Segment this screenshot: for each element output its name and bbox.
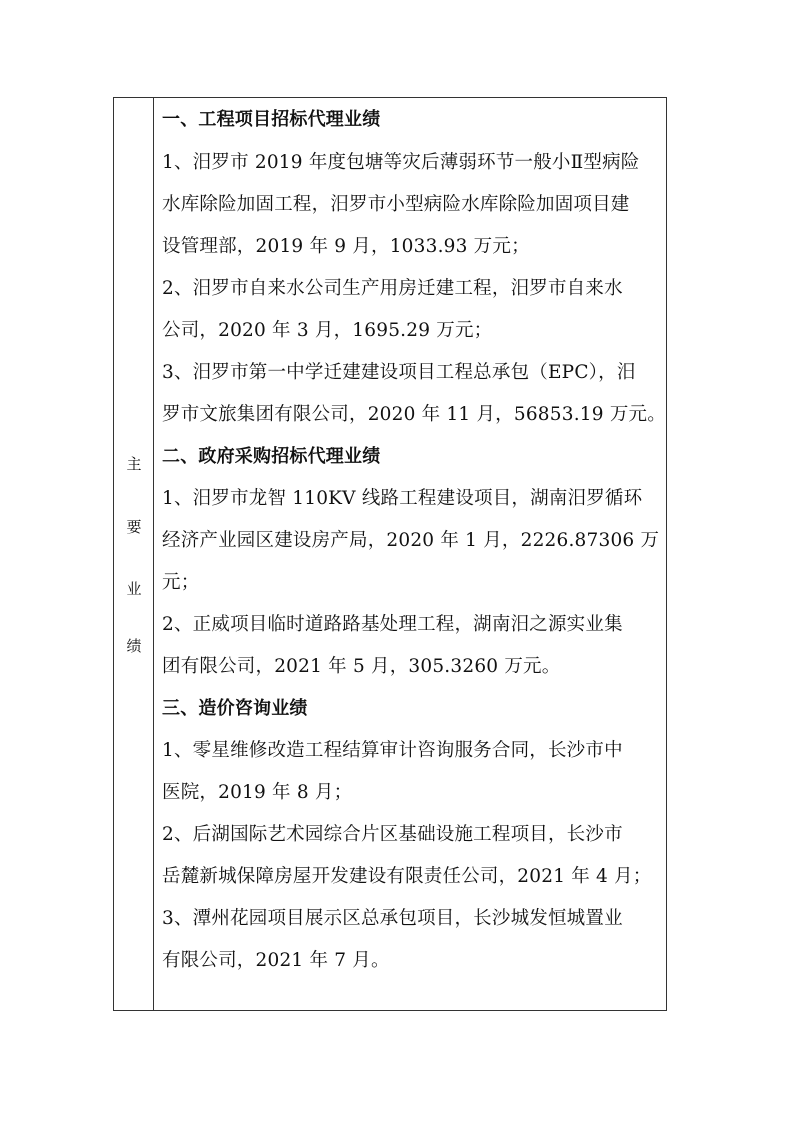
text-line: 元； — [162, 572, 200, 593]
text-line: 3、潭州花园项目展示区总承包项目，长沙城发恒城置业 — [162, 908, 623, 929]
side-label-column — [114, 98, 154, 1010]
text-line: 2、汨罗市自来水公司生产用房迁建工程，汨罗市自来水 — [162, 278, 623, 299]
text-line: 经济产业园区建设房产局，2020 年 1 月，2226.87306 万 — [162, 530, 660, 551]
text-line: 设管理部，2019 年 9 月，1033.93 万元； — [162, 236, 530, 257]
text-line: 罗市文旅集团有限公司，2020 年 11 月，56853.19 万元。 — [162, 404, 666, 425]
text-line: 有限公司，2021 年 7 月。 — [162, 950, 390, 971]
text-line: 3、汨罗市第一中学迁建建设项目工程总承包（EPC），汨 — [162, 362, 636, 383]
text-line: 水库除险加固工程，汨罗市小型病险水库除险加固项目建 — [162, 194, 630, 215]
section-heading: 一、工程项目招标代理业绩 — [162, 109, 381, 130]
side-label-char: 要 — [126, 518, 142, 536]
section-heading: 二、政府采购招标代理业绩 — [162, 446, 381, 467]
text-line: 医院，2019 年 8 月； — [162, 782, 353, 803]
achievements-table — [113, 97, 667, 1011]
side-label-char: 业 — [126, 580, 142, 598]
side-label-char: 绩 — [126, 637, 142, 655]
side-label-char: 主 — [126, 455, 142, 473]
section-heading: 三、造价咨询业绩 — [162, 698, 308, 719]
text-line: 2、后湖国际艺术园综合片区基础设施工程项目，长沙市 — [162, 824, 623, 845]
text-line: 公司，2020 年 3 月，1695.29 万元； — [162, 320, 493, 341]
achievements-content — [162, 98, 666, 1010]
text-line: 1、汨罗市 2019 年度包塘等灾后薄弱环节一般小Ⅱ型病险 — [162, 152, 640, 173]
text-line: 2、正威项目临时道路路基处理工程，湖南汨之源实业集 — [162, 614, 623, 635]
text-line: 团有限公司，2021 年 5 月，305.3260 万元。 — [162, 656, 561, 677]
text-line: 1、零星维修改造工程结算审计咨询服务合同，长沙市中 — [162, 740, 623, 761]
text-line: 1、汨罗市龙智 110KV 线路工程建设项目，湖南汨罗循环 — [162, 488, 643, 509]
text-line: 岳麓新城保障房屋开发建设有限责任公司，2021 年 4 月； — [162, 866, 652, 887]
